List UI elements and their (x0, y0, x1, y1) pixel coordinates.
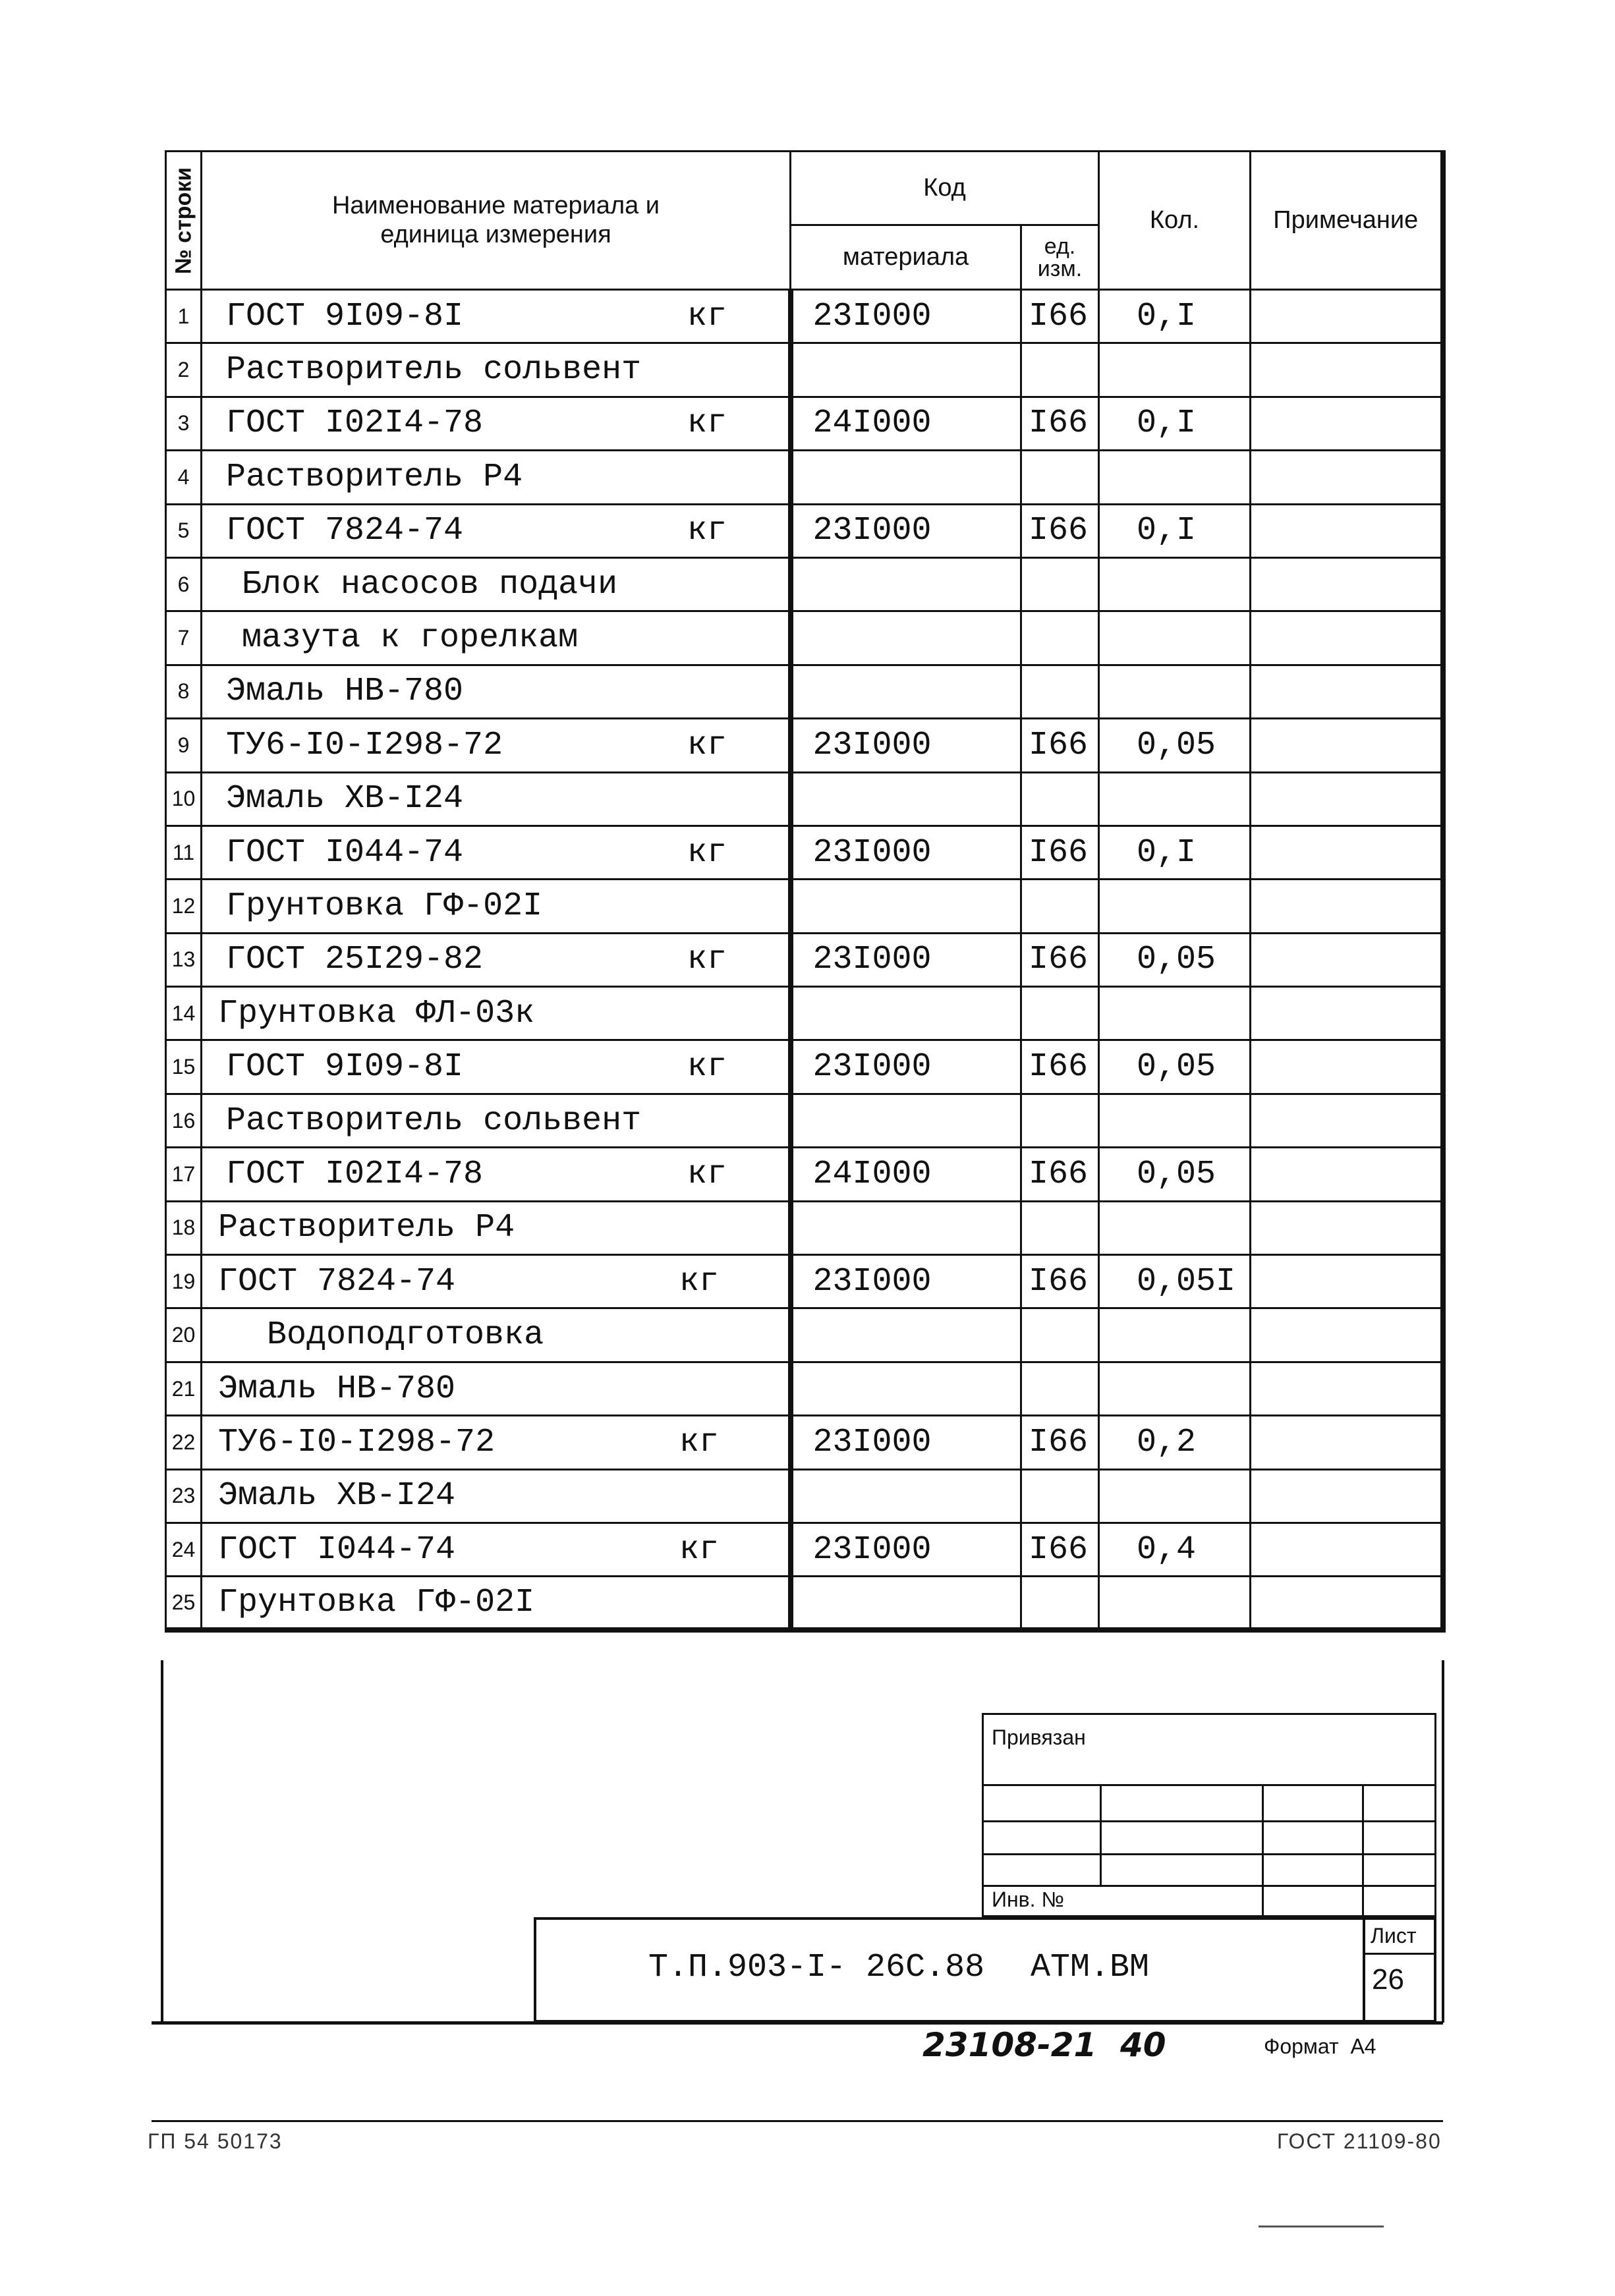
material-name-cell (202, 1416, 791, 1469)
note (1251, 772, 1443, 826)
unit-of-measure: кг (687, 1155, 727, 1193)
quantity: 0,05 (1099, 1148, 1251, 1201)
material-name-cell (202, 665, 791, 718)
material-name-cell (202, 1148, 791, 1201)
unit-code: I66 (1021, 1523, 1099, 1576)
row-number: 22 (166, 1416, 202, 1469)
row-number: 5 (166, 504, 202, 557)
frame-right-line (1442, 1660, 1444, 2023)
quantity (1099, 1094, 1251, 1147)
row-number: 18 (166, 1201, 202, 1254)
unit-code (1021, 987, 1099, 1040)
title-stamp (534, 1917, 1436, 2023)
note (1251, 1577, 1443, 1630)
material-name-cell (202, 504, 791, 557)
material-name: Растворитель Р4 (218, 1209, 515, 1247)
specification-table (165, 150, 1446, 1633)
quantity: 0,2 (1099, 1416, 1251, 1469)
table-row (166, 557, 1443, 611)
table-row (166, 880, 1443, 933)
material-code (791, 772, 1021, 826)
note (1251, 1523, 1443, 1576)
material-name: ГОСТ 25I29-82 (226, 941, 484, 979)
row-number: 14 (166, 987, 202, 1040)
quantity (1099, 1577, 1251, 1630)
row-number: 11 (166, 826, 202, 879)
material-name: ТУ6-I0-I298-72 (218, 1423, 496, 1461)
quantity: 0,I (1099, 826, 1251, 879)
material-name-cell (202, 772, 791, 826)
unit-code (1021, 1201, 1099, 1254)
row-number: 21 (166, 1362, 202, 1415)
table-row (166, 504, 1443, 557)
row-number: 17 (166, 1148, 202, 1201)
unit-of-measure: кг (687, 833, 727, 872)
material-name: Грунтовка ФЛ-03к (218, 994, 535, 1032)
unit-code (1021, 451, 1099, 504)
material-code: 23I000 (791, 826, 1021, 879)
material-code (791, 1308, 1021, 1362)
quantity (1099, 611, 1251, 665)
material-name-cell (202, 1201, 791, 1254)
code-header: Код (791, 152, 1099, 225)
quantity (1099, 987, 1251, 1040)
note (1251, 451, 1443, 504)
unit-code (1021, 343, 1099, 397)
unit-code: I66 (1021, 1148, 1099, 1201)
unit-code (1021, 1469, 1099, 1523)
material-code (791, 1577, 1021, 1630)
material-name-cell (202, 397, 791, 450)
unit-code (1021, 557, 1099, 611)
row-number: 3 (166, 397, 202, 450)
material-code (791, 880, 1021, 933)
material-code (791, 1469, 1021, 1523)
unit-code: I66 (1021, 504, 1099, 557)
document-code: Т.П.903-I- 26С.88 (648, 1949, 985, 1986)
quantity-header: Кол. (1099, 152, 1251, 290)
material-name: ГОСТ I02I4-78 (226, 405, 484, 443)
table-row (166, 1148, 1443, 1201)
material-name-cell (202, 1308, 791, 1362)
unit-code: I66 (1021, 933, 1099, 986)
unit-code: I66 (1021, 826, 1099, 879)
material-name: Грунтовка ГФ-02I (218, 1583, 535, 1621)
material-name-cell (202, 1255, 791, 1308)
material-name: Водоподготовка (267, 1316, 544, 1355)
note (1251, 1362, 1443, 1415)
linked-label: Привязан (992, 1725, 1086, 1749)
note (1251, 1308, 1443, 1362)
material-code (791, 1362, 1021, 1415)
material-name-cell (202, 1094, 791, 1147)
row-number: 4 (166, 451, 202, 504)
quantity: 0,I (1099, 290, 1251, 343)
unit-code: I66 (1021, 1040, 1099, 1094)
unit-code: I66 (1021, 397, 1099, 450)
quantity (1099, 880, 1251, 933)
row-number: 13 (166, 933, 202, 986)
material-name-cell (202, 290, 791, 343)
row-number: 6 (166, 557, 202, 611)
row-number-header: № строки (166, 152, 202, 290)
table-row (166, 1308, 1443, 1362)
note (1251, 933, 1443, 986)
note (1251, 397, 1443, 450)
note (1251, 1148, 1443, 1201)
bottom-dash (1259, 2226, 1384, 2227)
unit-of-measure: кг (687, 297, 727, 335)
material-name: Блок насосов подачи (242, 565, 618, 603)
unit-code: I66 (1021, 290, 1099, 343)
quantity (1099, 1469, 1251, 1523)
handwritten-number: 23108-21 (922, 2026, 1097, 2064)
note (1251, 290, 1443, 343)
quantity (1099, 557, 1251, 611)
material-name: Эмаль НВ-780 (218, 1370, 456, 1408)
document-suffix: АТМ.ВМ (1031, 1949, 1150, 1986)
note (1251, 1201, 1443, 1254)
material-name: ГОСТ 7824-74 (218, 1262, 456, 1301)
material-code (791, 665, 1021, 718)
note (1251, 611, 1443, 665)
row-number: 15 (166, 1040, 202, 1094)
table-row (166, 611, 1443, 665)
material-name: Эмаль НВ-780 (226, 673, 464, 711)
table-row (166, 1255, 1443, 1308)
footer-separator (152, 2120, 1443, 2122)
note (1251, 1416, 1443, 1469)
material-name-cell (202, 1040, 791, 1094)
material-code: 24I000 (791, 397, 1021, 450)
unit-of-measure: кг (679, 1423, 720, 1461)
material-name: ГОСТ I044-74 (218, 1530, 456, 1569)
unit-code: I66 (1021, 719, 1099, 772)
material-code (791, 987, 1021, 1040)
quantity (1099, 1362, 1251, 1415)
quantity: 0,4 (1099, 1523, 1251, 1576)
note (1251, 1469, 1443, 1523)
handwritten-page: 40 (1120, 2026, 1166, 2064)
material-name-cell (202, 1362, 791, 1415)
unit-of-measure: кг (687, 1048, 727, 1086)
table-row (166, 1523, 1443, 1576)
material-code (791, 557, 1021, 611)
table-row (166, 826, 1443, 879)
quantity (1099, 1201, 1251, 1254)
unit-of-measure: кг (679, 1530, 720, 1569)
note (1251, 665, 1443, 718)
material-name: ГОСТ I02I4-78 (226, 1155, 484, 1193)
table-body (166, 290, 1443, 1631)
material-code: 23I000 (791, 719, 1021, 772)
frame-left-line (161, 1660, 163, 2023)
row-number: 2 (166, 343, 202, 397)
note (1251, 1255, 1443, 1308)
material-name: Эмаль ХВ-I24 (218, 1477, 456, 1515)
material-code: 24I000 (791, 1148, 1021, 1201)
material-code: 23I000 (791, 1416, 1021, 1469)
material-name: мазута к горелкам (242, 619, 579, 658)
note (1251, 880, 1443, 933)
row-number: 23 (166, 1469, 202, 1523)
note (1251, 1040, 1443, 1094)
quantity: 0,I (1099, 504, 1251, 557)
note (1251, 557, 1443, 611)
sheet-number: 26 (1372, 1963, 1404, 1996)
unit-of-measure: кг (687, 405, 727, 443)
row-number: 25 (166, 1577, 202, 1630)
table-row (166, 290, 1443, 343)
quantity (1099, 451, 1251, 504)
table-row (166, 1469, 1443, 1523)
row-number: 9 (166, 719, 202, 772)
material-name-cell (202, 451, 791, 504)
unit-of-measure: кг (687, 726, 727, 764)
material-code: 23I000 (791, 290, 1021, 343)
name-header: Наименование материала и единица измерения (202, 152, 791, 290)
material-name: Растворитель сольвент (226, 351, 642, 389)
inv-number-label: Инв. № (992, 1888, 1064, 1911)
row-number: 24 (166, 1523, 202, 1576)
material-code (791, 343, 1021, 397)
material-name: ГОСТ I044-74 (226, 833, 464, 872)
note (1251, 987, 1443, 1040)
note-header: Примечание (1251, 152, 1443, 290)
unit-code (1021, 772, 1099, 826)
quantity: 0,05 (1099, 933, 1251, 986)
material-name: Растворитель сольвент (226, 1102, 642, 1140)
note (1251, 826, 1443, 879)
material-name-cell (202, 880, 791, 933)
linked-block (982, 1713, 1436, 1917)
material-name: ГОСТ 7824-74 (226, 512, 464, 550)
note (1251, 504, 1443, 557)
material-code: 23I000 (791, 1255, 1021, 1308)
quantity: 0,I (1099, 397, 1251, 450)
table-row (166, 1577, 1443, 1630)
row-number: 7 (166, 611, 202, 665)
unit-code (1021, 665, 1099, 718)
table-row (166, 665, 1443, 718)
quantity (1099, 665, 1251, 718)
material-code-header: материала (791, 225, 1021, 290)
material-code: 23I000 (791, 1523, 1021, 1576)
unit-code (1021, 880, 1099, 933)
table-row (166, 1416, 1443, 1469)
table-row (166, 1040, 1443, 1094)
material-name-cell (202, 343, 791, 397)
material-code (791, 1201, 1021, 1254)
table-row (166, 772, 1443, 826)
quantity (1099, 1308, 1251, 1362)
table-row (166, 933, 1443, 986)
material-code: 23I000 (791, 1040, 1021, 1094)
note (1251, 719, 1443, 772)
left-margin-code: ГП 54 50173 (148, 2129, 283, 2153)
unit-code: I66 (1021, 1416, 1099, 1469)
unit-code: I66 (1021, 1255, 1099, 1308)
material-name-cell (202, 557, 791, 611)
format-label: Формат А4 (1264, 2034, 1376, 2058)
quantity: 0,05I (1099, 1255, 1251, 1308)
material-name-cell (202, 933, 791, 986)
row-number: 12 (166, 880, 202, 933)
row-number: 19 (166, 1255, 202, 1308)
unit-of-measure: кг (679, 1262, 720, 1301)
table-row (166, 719, 1443, 772)
material-name-cell (202, 1577, 791, 1630)
material-code (791, 611, 1021, 665)
unit-code (1021, 1577, 1099, 1630)
unit-code (1021, 611, 1099, 665)
unit-of-measure: кг (687, 941, 727, 979)
material-code (791, 451, 1021, 504)
material-code: 23I000 (791, 504, 1021, 557)
note (1251, 343, 1443, 397)
material-code (791, 1094, 1021, 1147)
material-name-cell (202, 1469, 791, 1523)
row-number: 10 (166, 772, 202, 826)
row-number: 20 (166, 1308, 202, 1362)
material-name-cell (202, 826, 791, 879)
note (1251, 1094, 1443, 1147)
unit-of-measure: кг (687, 512, 727, 550)
sheet-label: Лист (1371, 1924, 1417, 1947)
material-name-cell (202, 987, 791, 1040)
material-name-cell (202, 1523, 791, 1576)
table-row (166, 1201, 1443, 1254)
table-row (166, 397, 1443, 450)
unit-code-header: ед. изм. (1021, 225, 1099, 290)
row-number: 1 (166, 290, 202, 343)
material-name: Грунтовка ГФ-02I (226, 887, 543, 925)
unit-code (1021, 1308, 1099, 1362)
material-code: 23I000 (791, 933, 1021, 986)
material-name: ТУ6-I0-I298-72 (226, 726, 503, 764)
material-name: Эмаль ХВ-I24 (226, 780, 464, 818)
quantity: 0,05 (1099, 719, 1251, 772)
material-name: ГОСТ 9I09-8I (226, 1048, 464, 1086)
quantity: 0,05 (1099, 1040, 1251, 1094)
quantity (1099, 772, 1251, 826)
unit-code (1021, 1362, 1099, 1415)
table-row (166, 987, 1443, 1040)
table-row (166, 343, 1443, 397)
material-name-cell (202, 611, 791, 665)
table-row (166, 1094, 1443, 1147)
row-number: 16 (166, 1094, 202, 1147)
quantity (1099, 343, 1251, 397)
unit-code (1021, 1094, 1099, 1147)
table-row (166, 1362, 1443, 1415)
gost-reference: ГОСТ 21109-80 (1277, 2129, 1442, 2153)
material-name-cell (202, 719, 791, 772)
table-row (166, 451, 1443, 504)
material-name: ГОСТ 9I09-8I (226, 297, 464, 335)
row-number: 8 (166, 665, 202, 718)
material-name: Растворитель Р4 (226, 458, 523, 496)
